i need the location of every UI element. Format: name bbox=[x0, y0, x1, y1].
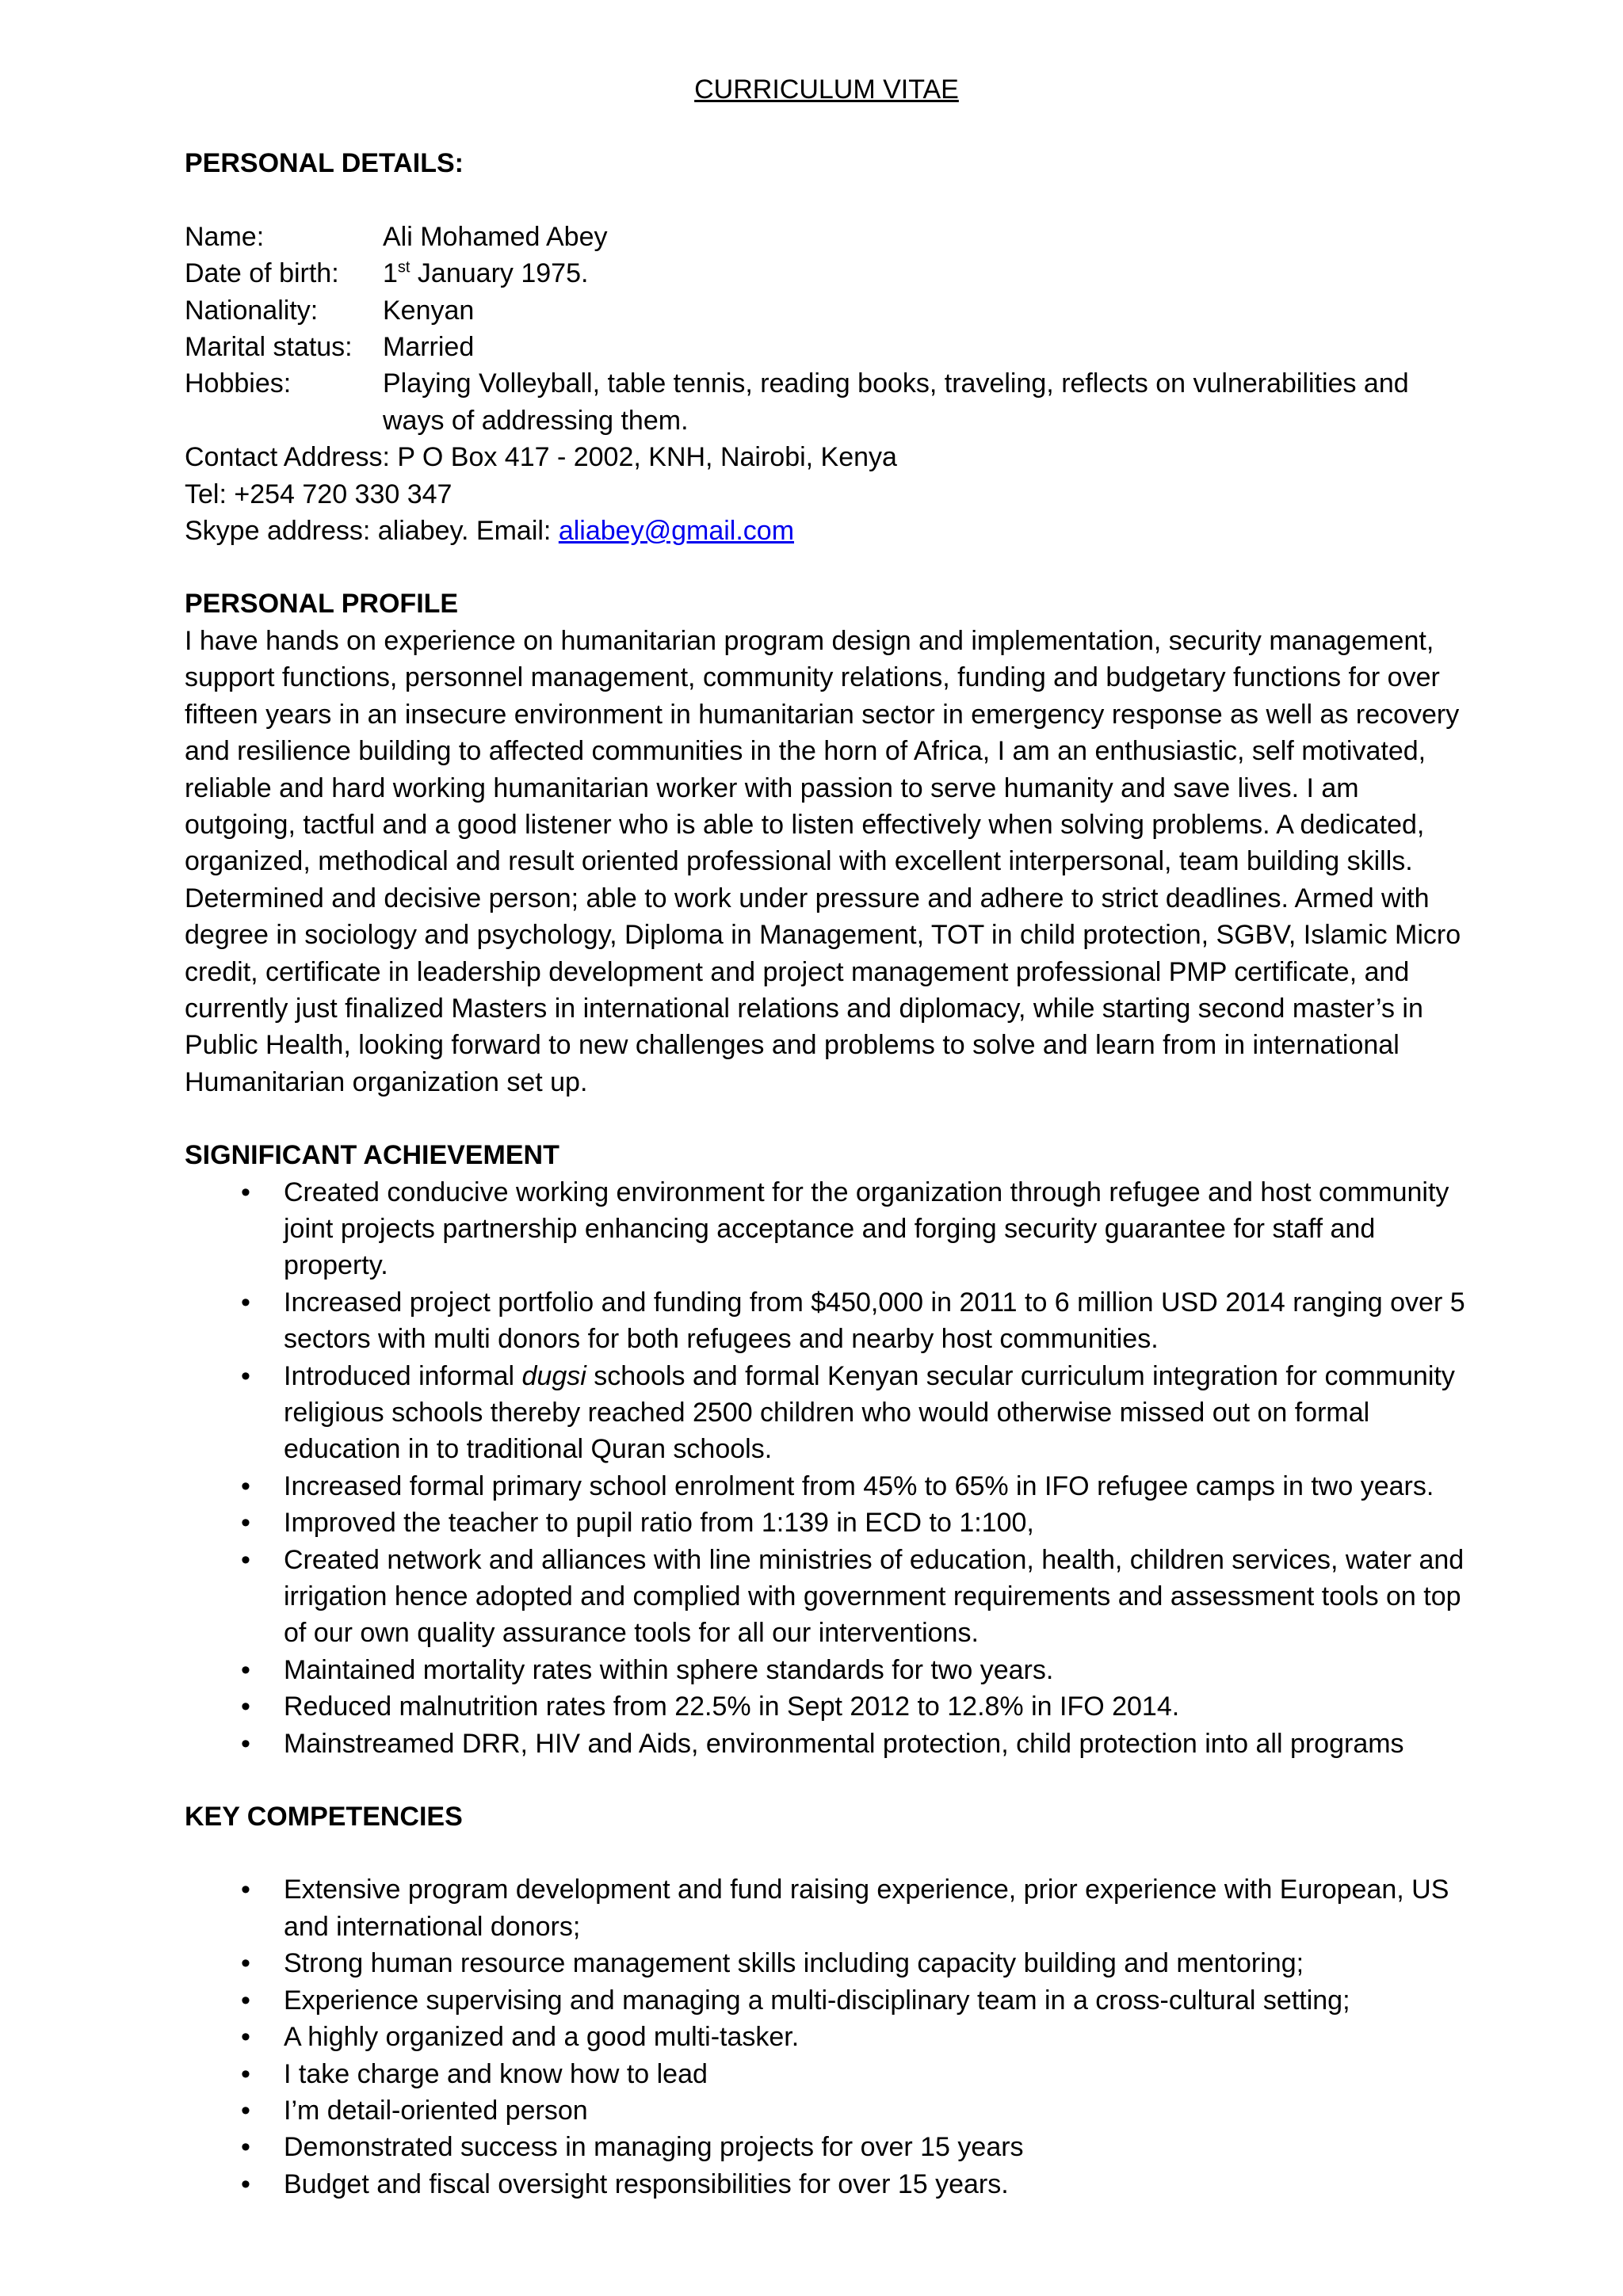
spacer bbox=[185, 1100, 1468, 1137]
telephone: Tel: +254 720 330 347 bbox=[185, 479, 453, 509]
achievements-section bbox=[185, 1137, 1468, 1762]
spacer bbox=[185, 182, 1468, 219]
bullet-icon: • bbox=[241, 1177, 250, 1207]
bullet-icon: • bbox=[241, 2058, 250, 2089]
list-item bbox=[185, 2092, 1468, 2129]
list-item-text: Demonstrated success in managing projects for over 15 years bbox=[284, 2132, 1024, 2163]
detail-value bbox=[383, 255, 1468, 292]
list-item-text: Experience supervising and managing a multi-disciplinary team in a cross-cultural setting; bbox=[284, 1985, 1350, 2016]
bullet-icon: • bbox=[241, 1985, 250, 2016]
bullet-icon: • bbox=[241, 1470, 250, 1501]
detail-value: Ali Mohamed Abey bbox=[383, 221, 608, 252]
detail-row-hobbies bbox=[185, 365, 1468, 439]
list-item bbox=[185, 1284, 1468, 1358]
list-item bbox=[185, 2056, 1468, 2092]
detail-row-dob bbox=[185, 255, 1468, 292]
contact-address: Contact Address: P O Box 417 - 2002, KNH, Nairobi, Kenya bbox=[185, 442, 897, 473]
detail-row-name bbox=[185, 219, 1468, 255]
detail-label: Nationality: bbox=[185, 295, 319, 326]
personal-profile-section bbox=[185, 585, 1468, 1100]
skype-text: Skype address: aliabey. Email: bbox=[185, 516, 559, 547]
list-item bbox=[185, 1688, 1468, 1725]
competencies-list bbox=[185, 1871, 1468, 2203]
text-run: schools and formal Kenyan secular curriculum integration for community religious schools thereby reached 2500 children who would otherwise missed out on formal education in to traditional Quran schools. bbox=[284, 1360, 1455, 1465]
spacer bbox=[185, 1835, 1468, 1871]
list-item-text: A highly organized and a good multi-tasker. bbox=[284, 2022, 800, 2053]
detail-row-nationality bbox=[185, 292, 1468, 329]
list-item bbox=[185, 1174, 1468, 1284]
personal-details-heading: PERSONAL DETAILS: bbox=[185, 148, 464, 179]
list-item-text: Strong human resource management skills including capacity building and mentoring; bbox=[284, 1948, 1304, 1979]
detail-label: Marital status: bbox=[185, 332, 353, 363]
detail-label: Date of birth: bbox=[185, 258, 339, 289]
personal-profile-text: I have hands on experience on humanitarian program design and implementation, security management, support functions, personnel management, community relations, funding and budgetary functions for over fifteen years in an insecure environment in humanitarian sector in emergency response as well as recovery and resilience building to affected communities in the horn of Africa, I am an enthusiastic, self motivated, reliable and hard working humanitarian worker with passion to serve humanity and save lives. I am outgoing, tactful and a good listener who is able to listen effectively when solving problems. A dedicated, organized, methodical and result oriented professional with excellent interpersonal, team building skills. Determined and decisive person; able to work under pressure and adhere to strict deadlines. Armed with degree in sociology and psychology, Diploma in Management, TOT in child protection, SGBV, Islamic Micro credit, certificate in leadership development and project management professional PMP certificate, and currently just finalized Masters in international relations and diplomacy, while starting second master’s in Public Health, looking forward to new challenges and problems to solve and learn from in international Humanitarian organization set up. bbox=[185, 625, 1461, 1097]
list-item-text: Created conducive working environment for the organization through refugee and host community joint projects partnership enhancing acceptance and forging security guarantee for staff and property. bbox=[284, 1177, 1449, 1281]
list-item bbox=[185, 1945, 1468, 1981]
achievements-list bbox=[185, 1174, 1468, 1763]
bullet-icon: • bbox=[241, 1691, 250, 1722]
bullet-icon: • bbox=[241, 1508, 250, 1539]
cv-page bbox=[185, 71, 1468, 2203]
list-item-text: I’m detail-oriented person bbox=[284, 2095, 588, 2126]
list-item-text: Budget and fiscal oversight responsibilities for over 15 years. bbox=[284, 2168, 1009, 2199]
email-link[interactable]: aliabey@gmail.com bbox=[558, 516, 795, 547]
bullet-icon: • bbox=[241, 2022, 250, 2053]
list-item bbox=[185, 1358, 1468, 1468]
list-item bbox=[185, 1652, 1468, 1688]
detail-label: Hobbies: bbox=[185, 368, 292, 399]
bullet-icon: • bbox=[241, 2095, 250, 2126]
detail-row-marital-status bbox=[185, 329, 1468, 365]
document-title: CURRICULUM VITAE bbox=[694, 74, 959, 105]
text-run: Introduced informal bbox=[284, 1360, 522, 1391]
detail-label: Name: bbox=[185, 221, 265, 252]
skype-email-line bbox=[185, 513, 1468, 549]
list-item bbox=[185, 1982, 1468, 2019]
list-item bbox=[185, 2019, 1468, 2055]
dob-day: 1 bbox=[383, 258, 398, 289]
list-item bbox=[185, 2166, 1468, 2203]
list-item bbox=[185, 1726, 1468, 1762]
dob-ordinal: st bbox=[397, 258, 411, 277]
list-item-text: I take charge and know how to lead bbox=[284, 2058, 708, 2089]
list-item bbox=[185, 1542, 1468, 1652]
bullet-icon: • bbox=[241, 2168, 250, 2199]
list-item-text: Reduced malnutrition rates from 22.5% in Sept 2012 to 12.8% in IFO 2014. bbox=[284, 1691, 1180, 1722]
bullet-icon: • bbox=[241, 1875, 250, 1905]
list-item bbox=[185, 1505, 1468, 1541]
bullet-icon: • bbox=[241, 2132, 250, 2163]
dob-rest: January 1975. bbox=[410, 258, 589, 289]
detail-value: Married bbox=[383, 332, 475, 363]
bullet-icon: • bbox=[241, 1544, 250, 1575]
list-item bbox=[185, 1468, 1468, 1505]
competencies-section bbox=[185, 1798, 1468, 2203]
competencies-heading: KEY COMPETENCIES bbox=[185, 1802, 463, 1833]
list-item-text: Mainstreamed DRR, HIV and Aids, environmental protection, child protection into all programs bbox=[284, 1728, 1404, 1759]
list-item-text: Extensive program development and fund raising experience, prior experience with European, US and international donors; bbox=[284, 1875, 1449, 1942]
italic-term: dugsi bbox=[521, 1360, 586, 1391]
bullet-icon: • bbox=[241, 1728, 250, 1759]
bullet-icon: • bbox=[241, 1360, 250, 1391]
personal-profile-heading: PERSONAL PROFILE bbox=[185, 589, 459, 620]
list-item-text: Improved the teacher to pupil ratio from 1:139 in ECD to 1:100, bbox=[284, 1508, 1034, 1539]
achievements-heading: SIGNIFICANT ACHIEVEMENT bbox=[185, 1140, 559, 1171]
list-item-text bbox=[284, 1361, 1455, 1465]
personal-details-section bbox=[185, 145, 1468, 549]
bullet-icon: • bbox=[241, 1654, 250, 1685]
list-item-text: Maintained mortality rates within sphere standards for two years. bbox=[284, 1654, 1054, 1685]
detail-value: Playing Volleyball, table tennis, reading books, traveling, reflects on vulnerabilities and ways of addressing them. bbox=[383, 368, 1409, 436]
bullet-icon: • bbox=[241, 1287, 250, 1318]
bullet-icon: • bbox=[241, 1948, 250, 1979]
list-item bbox=[185, 2129, 1468, 2165]
list-item-text: Created network and alliances with line ministries of education, health, children services, water and irrigation hence adopted and complied with government requirements and assessment tools on top of our own quality assurance tools for all our interventions. bbox=[284, 1544, 1465, 1649]
list-item bbox=[185, 1871, 1468, 1945]
spacer bbox=[185, 549, 1468, 585]
spacer bbox=[185, 1762, 1468, 1798]
list-item-text: Increased formal primary school enrolment from 45% to 65% in IFO refugee camps in two years. bbox=[284, 1470, 1434, 1501]
detail-value: Kenyan bbox=[383, 295, 475, 326]
list-item-text: Increased project portfolio and funding from $450,000 in 2011 to 6 million USD 2014 ranging over 5 sectors with multi donors for both refugees and nearby host communities. bbox=[284, 1287, 1465, 1355]
